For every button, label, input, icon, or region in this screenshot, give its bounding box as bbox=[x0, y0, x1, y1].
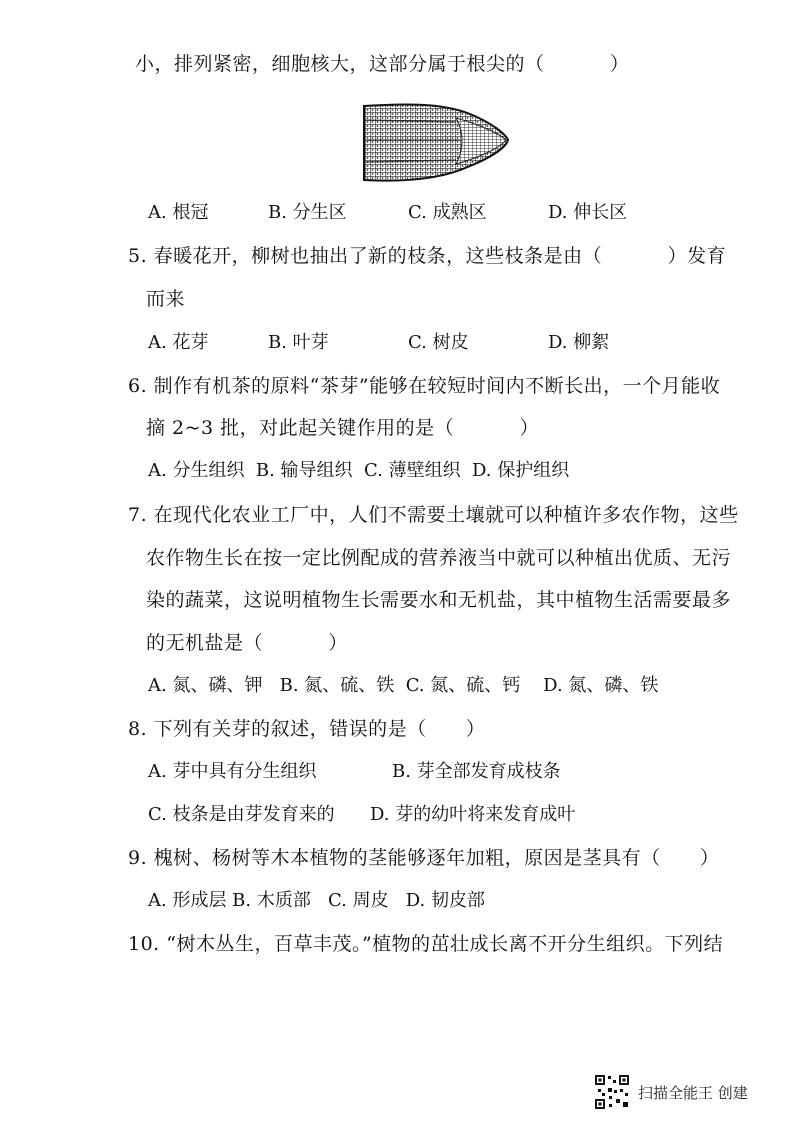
q8-option-c: C. 枝条是由芽发育来的 bbox=[148, 804, 335, 825]
q6-stem-line2: 摘 2~3 批，对此起关键作用的是（ ） bbox=[146, 417, 540, 439]
q8-option-d: D. 芽的幼叶将来发育成叶 bbox=[370, 804, 576, 825]
q5-stem-line2: 而来 bbox=[146, 288, 186, 310]
q5-option-d: D. 柳絮 bbox=[548, 332, 610, 353]
q4-option-d: D. 伸长区 bbox=[548, 202, 628, 223]
q7-stem-line2: 农作物生长在按一定比例配成的营养液当中就可以种植出优质、无污 bbox=[146, 547, 732, 569]
q6-options: A. 分生组织 B. 输导组织 C. 薄壁组织 D. 保护组织 bbox=[148, 460, 570, 481]
scanner-label: 扫描全能王 创建 bbox=[638, 1083, 748, 1102]
root-tip-diagram bbox=[360, 100, 510, 184]
q10-stem-line1: 10. “树木丛生，百草丰茂。”植物的茁壮成长离不开分生组织。下列结 bbox=[128, 933, 724, 955]
q7-options: A. 氮、磷、钾 B. 氮、硫、铁 C. 氮、硫、钙 D. 氮、磷、铁 bbox=[148, 675, 659, 696]
q5-option-a: A. 花芽 bbox=[148, 332, 209, 353]
q4-option-c: C. 成熟区 bbox=[408, 202, 487, 223]
q9-options: A. 形成层 B. 木质部 C. 周皮 D. 韧皮部 bbox=[148, 890, 485, 911]
q6-stem-line1: 6. 制作有机茶的原料“茶芽”能够在较短时间内不断长出，一个月能收 bbox=[128, 375, 721, 397]
q4-option-b: B. 分生区 bbox=[268, 202, 347, 223]
q8-option-a: A. 芽中具有分生组织 bbox=[148, 761, 317, 782]
q5-stem-line1: 5. 春暖花开，柳树也抽出了新的枝条，这些枝条是由（ ）发育 bbox=[128, 245, 727, 267]
q7-stem-line1: 7. 在现代化农业工厂中，人们不需要土壤就可以种植许多农作物，这些 bbox=[128, 504, 739, 526]
q7-stem-line3: 染的蔬菜，这说明植物生长需要水和无机盐，其中植物生活需要最多 bbox=[146, 589, 732, 611]
scanner-watermark bbox=[594, 1074, 748, 1110]
q9-stem: 9. 槐树、杨树等木本植物的茎能够逐年加粗，原因是茎具有（ ） bbox=[128, 847, 720, 869]
q4-option-a: A. 根冠 bbox=[148, 202, 209, 223]
qr-code-icon bbox=[594, 1074, 630, 1110]
q8-option-b: B. 芽全部发育成枝条 bbox=[392, 761, 561, 782]
q8-stem: 8. 下列有关芽的叙述，错误的是（ ） bbox=[128, 718, 486, 740]
q5-option-b: B. 叶芽 bbox=[268, 332, 329, 353]
q7-stem-line4: 的无机盐是（ ） bbox=[146, 632, 348, 654]
q4-stem-tail: 小，排列紧密，细胞核大，这部分属于根尖的（ ） bbox=[135, 53, 630, 75]
q5-option-c: C. 树皮 bbox=[408, 332, 469, 353]
